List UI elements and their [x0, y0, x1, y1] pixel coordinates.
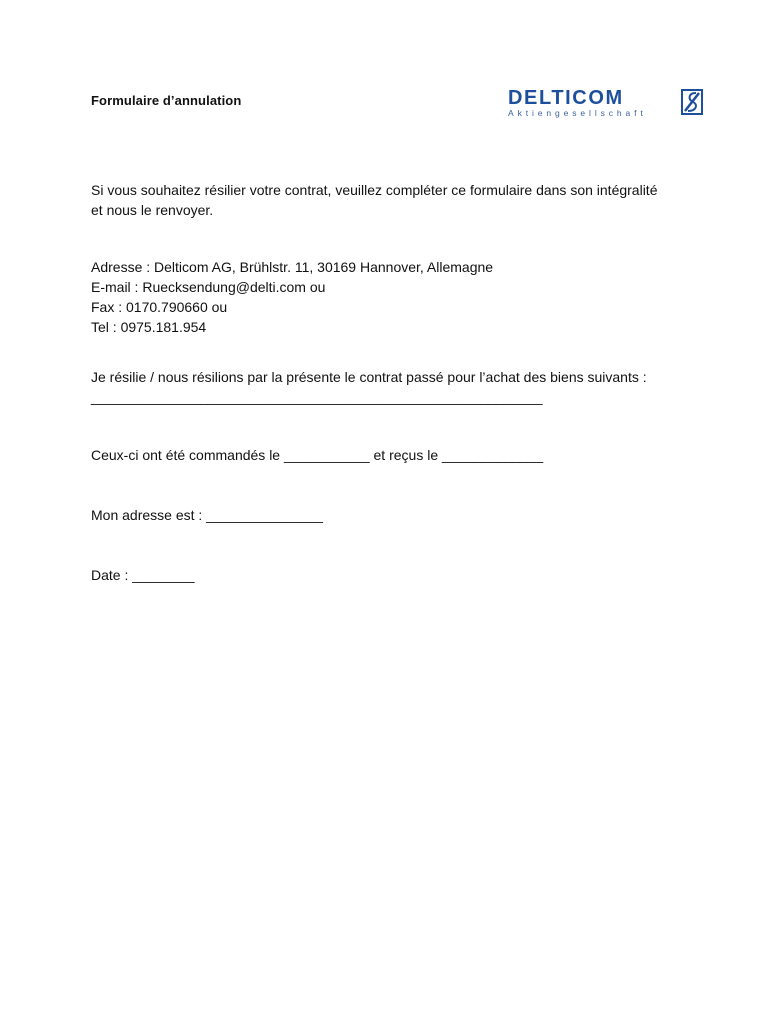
logo-symbol-icon	[681, 89, 703, 115]
delticom-logo	[508, 88, 704, 120]
page-title: Formulaire d’annulation	[91, 93, 242, 108]
contact-block	[91, 257, 493, 337]
intro-line-2: et nous le renvoyer.	[91, 202, 214, 218]
goods-label: Je résilie / nous résilions par la présente le contrat passé pour l’achat des biens suivants :	[91, 369, 647, 385]
intro-paragraph	[91, 180, 691, 220]
contact-email: E-mail : Ruecksendung@delti.com ou	[91, 279, 326, 295]
goods-statement	[91, 367, 647, 407]
date-line: Date : ________	[91, 567, 195, 583]
goods-blank-field: __________________________________________________________	[91, 389, 543, 405]
intro-line-1: Si vous souhaitez résilier votre contrat, veuillez compléter ce formulaire dans son intégralité	[91, 182, 658, 198]
my-address-line: Mon adresse est : _______________	[91, 507, 323, 523]
logo-tagline: Aktiengesellschaft	[508, 108, 647, 118]
order-dates-line: Ceux-ci ont été commandés le ___________ et reçus le _____________	[91, 447, 544, 463]
contact-address: Adresse : Delticom AG, Brühlstr. 11, 30169 Hannover, Allemagne	[91, 259, 494, 275]
contact-tel: Tel : 0975.181.954	[91, 319, 207, 335]
contact-fax: Fax : 0170.790660 ou	[91, 299, 228, 315]
logo-wordmark: DELTICOM	[508, 87, 624, 109]
